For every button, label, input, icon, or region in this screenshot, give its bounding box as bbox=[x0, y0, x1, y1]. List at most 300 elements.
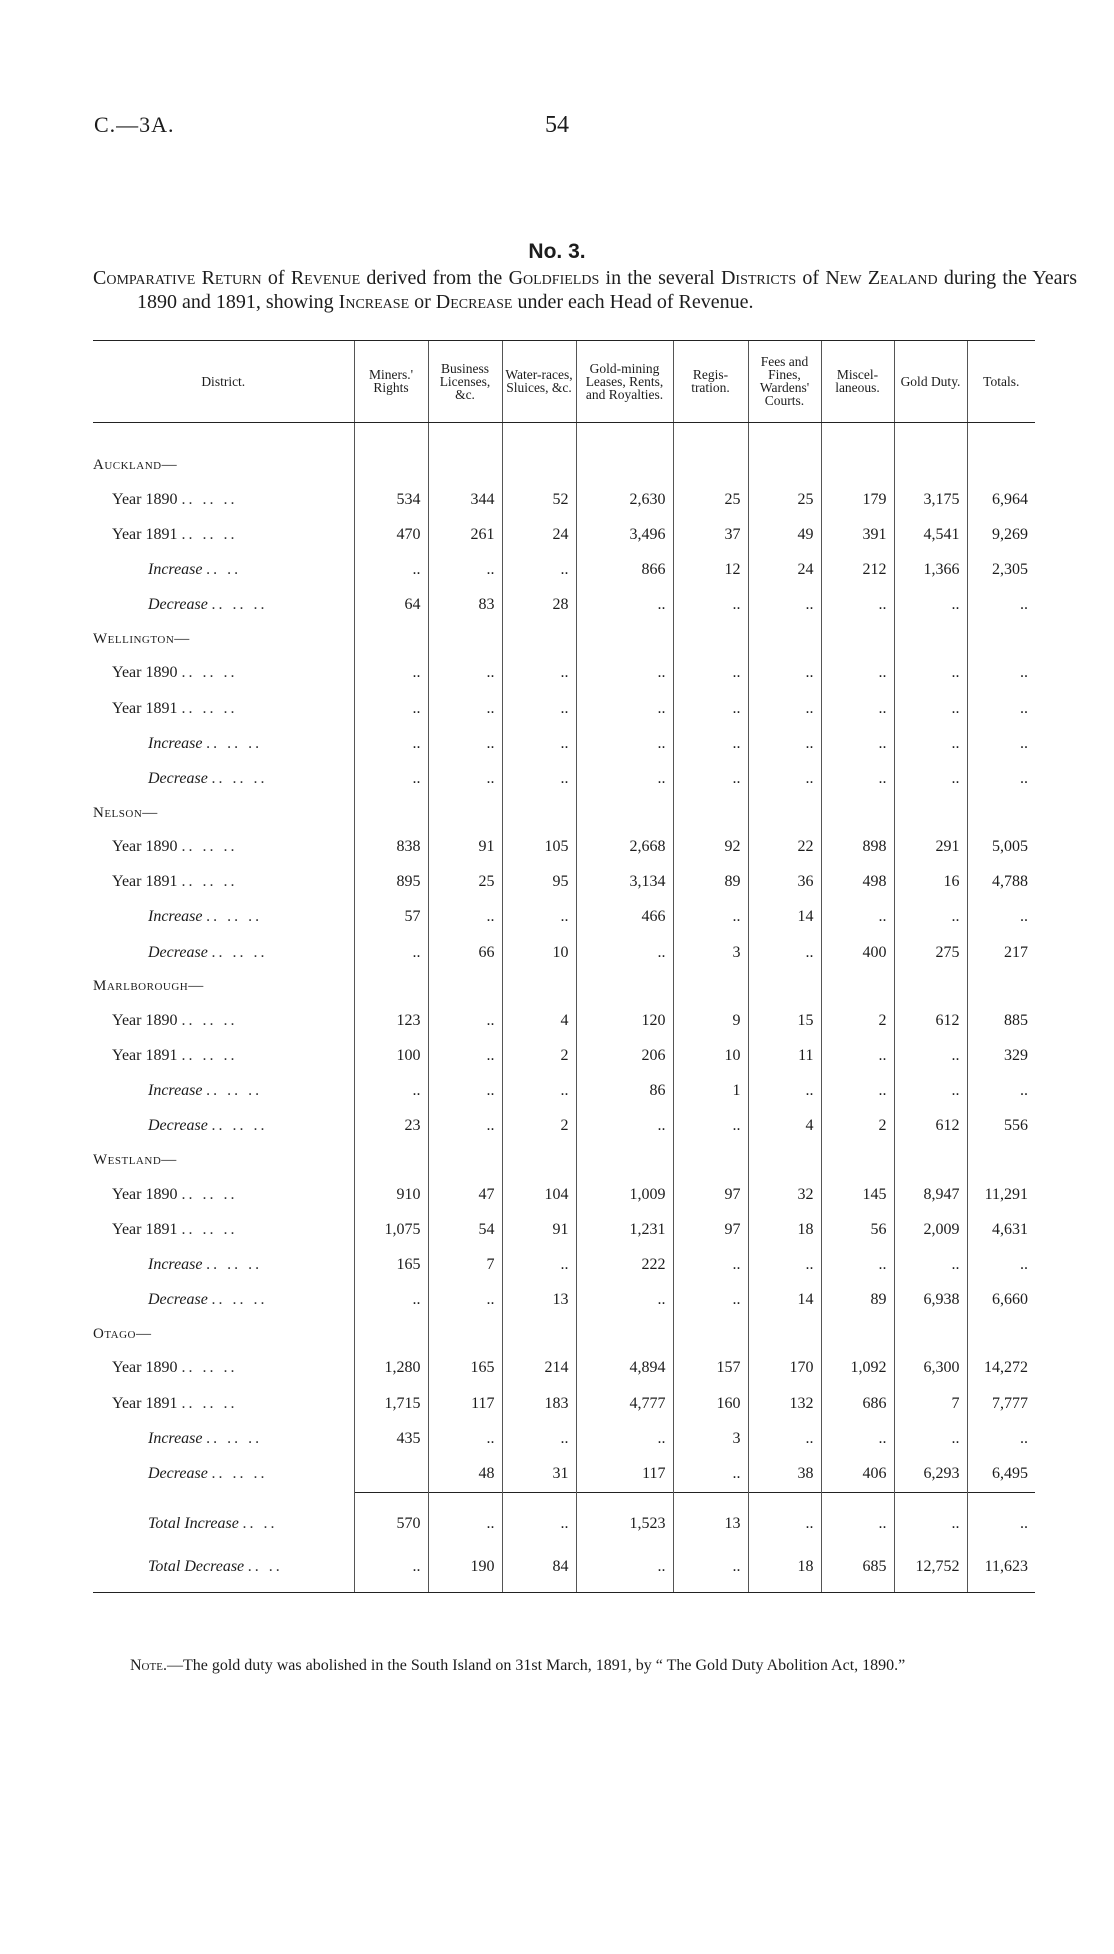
value-cell: .. bbox=[354, 761, 428, 796]
value-cell: .. bbox=[354, 656, 428, 691]
blank-cell bbox=[748, 1144, 821, 1177]
value-cell: 105 bbox=[502, 830, 576, 865]
row-label: Year 1890 bbox=[112, 838, 178, 856]
leader-dots: .. .. .. bbox=[206, 1082, 263, 1100]
value-cell: .. bbox=[821, 1074, 894, 1109]
value-cell: .. bbox=[576, 588, 673, 623]
row-label: Year 1891 bbox=[112, 1220, 178, 1238]
table-row bbox=[93, 1038, 1035, 1073]
table-row bbox=[93, 1456, 1035, 1492]
value-cell: .. bbox=[748, 656, 821, 691]
row-label-cell bbox=[93, 1456, 354, 1492]
blank-cell bbox=[894, 1144, 967, 1177]
blank-cell bbox=[576, 423, 673, 450]
caption-part: in the several bbox=[599, 267, 721, 289]
value-cell: 895 bbox=[354, 865, 428, 900]
table-row bbox=[93, 1283, 1035, 1318]
value-cell: 4 bbox=[502, 1003, 576, 1038]
row-label: Year 1890 bbox=[112, 1011, 178, 1029]
region-name: Marlborough— bbox=[93, 978, 204, 995]
row-label: Year 1891 bbox=[112, 699, 178, 717]
row-label: Increase bbox=[148, 560, 203, 578]
value-cell: .. bbox=[894, 656, 967, 691]
table-row bbox=[93, 552, 1035, 587]
row-label-cell bbox=[93, 1351, 354, 1386]
table-row bbox=[93, 1109, 1035, 1144]
region-name: Otago— bbox=[93, 1325, 152, 1342]
leader-dots: .. .. bbox=[242, 1515, 278, 1533]
value-cell: 391 bbox=[821, 517, 894, 552]
leader-dots: .. .. .. bbox=[181, 1220, 238, 1238]
value-cell: 165 bbox=[354, 1247, 428, 1282]
row-label: Increase bbox=[148, 1429, 203, 1447]
blank-cell bbox=[502, 623, 576, 656]
row-label: Year 1890 bbox=[112, 1185, 178, 1203]
value-cell: 3 bbox=[673, 1421, 748, 1456]
blank-cell bbox=[673, 797, 748, 830]
blank-cell bbox=[894, 970, 967, 1003]
value-cell: 556 bbox=[967, 1109, 1035, 1144]
value-cell: 97 bbox=[673, 1177, 748, 1212]
region-row bbox=[93, 449, 1035, 482]
value-cell: 165 bbox=[428, 1351, 502, 1386]
note-text: .—The gold duty was abolished in the South Island on 31st March, 1891, by “ The Gold Duty Abolition Act, 1890.” bbox=[162, 1657, 906, 1674]
value-cell: .. bbox=[673, 1247, 748, 1282]
row-label-cell bbox=[93, 1542, 354, 1592]
row-label: Year 1890 bbox=[112, 1359, 178, 1377]
value-cell: 400 bbox=[821, 935, 894, 970]
value-cell: .. bbox=[502, 726, 576, 761]
value-cell: .. bbox=[894, 761, 967, 796]
blank-cell bbox=[576, 449, 673, 482]
blank-cell bbox=[967, 970, 1035, 1003]
note-prefix: Note bbox=[130, 1657, 163, 1674]
row-label-cell bbox=[93, 482, 354, 517]
blank-cell bbox=[428, 1492, 502, 1507]
row-label-cell bbox=[93, 1212, 354, 1247]
table-top-rule bbox=[93, 340, 1035, 341]
table-row bbox=[93, 1212, 1035, 1247]
value-cell: 4 bbox=[748, 1109, 821, 1144]
table-row bbox=[93, 1247, 1035, 1282]
leader-dots: .. .. .. bbox=[181, 664, 238, 682]
table-row bbox=[93, 656, 1035, 691]
value-cell: 910 bbox=[354, 1177, 428, 1212]
value-cell: 534 bbox=[354, 482, 428, 517]
value-cell: .. bbox=[673, 900, 748, 935]
value-cell: .. bbox=[673, 588, 748, 623]
leader-dots: .. .. .. bbox=[181, 1047, 238, 1065]
leader-dots: .. .. .. bbox=[206, 734, 263, 752]
value-cell: .. bbox=[673, 761, 748, 796]
region-row bbox=[93, 970, 1035, 1003]
row-label-cell bbox=[93, 1386, 354, 1421]
column-header: Water-races, Sluices, &c. bbox=[502, 340, 576, 423]
table-caption bbox=[93, 266, 1077, 314]
value-cell: 14,272 bbox=[967, 1351, 1035, 1386]
region-name: Wellington— bbox=[93, 630, 190, 647]
value-cell: 3,175 bbox=[894, 482, 967, 517]
value-cell: .. bbox=[748, 1074, 821, 1109]
blank-cell bbox=[821, 970, 894, 1003]
blank-cell bbox=[576, 623, 673, 656]
value-cell: 570 bbox=[354, 1507, 428, 1542]
blank-cell bbox=[821, 449, 894, 482]
blank-cell bbox=[967, 449, 1035, 482]
blank-cell bbox=[748, 1318, 821, 1351]
table-row bbox=[93, 1421, 1035, 1456]
value-cell: .. bbox=[673, 726, 748, 761]
value-cell: .. bbox=[673, 1456, 748, 1492]
blank-cell bbox=[354, 623, 428, 656]
blank-cell bbox=[428, 623, 502, 656]
caption-part: derived from the bbox=[360, 267, 509, 289]
value-cell: 92 bbox=[673, 830, 748, 865]
row-label-cell bbox=[93, 900, 354, 935]
value-cell: .. bbox=[967, 761, 1035, 796]
value-cell: 64 bbox=[354, 588, 428, 623]
leader-dots: .. .. bbox=[248, 1557, 284, 1575]
blank-cell bbox=[354, 797, 428, 830]
value-cell: 170 bbox=[748, 1351, 821, 1386]
value-cell: 1,231 bbox=[576, 1212, 673, 1247]
leader-dots: .. .. .. bbox=[206, 1255, 263, 1273]
blank-cell bbox=[428, 970, 502, 1003]
blank-cell bbox=[354, 1144, 428, 1177]
blank-cell bbox=[428, 797, 502, 830]
value-cell: .. bbox=[967, 726, 1035, 761]
footnote bbox=[93, 1656, 1035, 1676]
value-cell: .. bbox=[576, 726, 673, 761]
blank-cell bbox=[576, 797, 673, 830]
column-header: Business Licenses, &c. bbox=[428, 340, 502, 423]
blank-cell bbox=[967, 797, 1035, 830]
value-cell: 10 bbox=[502, 935, 576, 970]
blank-cell bbox=[428, 1318, 502, 1351]
value-cell: .. bbox=[428, 1003, 502, 1038]
value-cell: .. bbox=[354, 1542, 428, 1592]
value-cell: 6,293 bbox=[894, 1456, 967, 1492]
value-cell: 12,752 bbox=[894, 1542, 967, 1592]
revenue-table-wrapper bbox=[93, 340, 1035, 1593]
value-cell: 86 bbox=[576, 1074, 673, 1109]
table-row bbox=[93, 900, 1035, 935]
leader-dots: .. .. .. bbox=[211, 1117, 268, 1135]
blank-cell bbox=[354, 1318, 428, 1351]
value-cell: 6,660 bbox=[967, 1283, 1035, 1318]
value-cell: .. bbox=[748, 761, 821, 796]
value-cell: 24 bbox=[502, 517, 576, 552]
value-cell: 866 bbox=[576, 552, 673, 587]
column-header: Fees and Fines, Wardens' Courts. bbox=[748, 340, 821, 423]
blank-cell bbox=[502, 1492, 576, 1507]
value-cell: 6,300 bbox=[894, 1351, 967, 1386]
row-label-cell bbox=[93, 517, 354, 552]
table-row bbox=[93, 588, 1035, 623]
caption-part: New Zealand bbox=[825, 267, 938, 289]
row-label-cell bbox=[93, 1109, 354, 1144]
blank-cell bbox=[894, 1592, 967, 1593]
value-cell: .. bbox=[821, 1421, 894, 1456]
blank-cell bbox=[967, 623, 1035, 656]
value-cell: 212 bbox=[821, 552, 894, 587]
leader-dots: .. .. .. bbox=[181, 838, 238, 856]
caption-part: of bbox=[796, 267, 826, 289]
blank-cell bbox=[93, 1492, 354, 1507]
table-row bbox=[93, 1177, 1035, 1212]
value-cell: 4,631 bbox=[967, 1212, 1035, 1247]
value-cell: 83 bbox=[428, 588, 502, 623]
leader-dots: .. .. .. bbox=[211, 1291, 268, 1309]
table-row bbox=[93, 935, 1035, 970]
column-header: Totals. bbox=[967, 340, 1035, 423]
table-row bbox=[93, 865, 1035, 900]
value-cell: .. bbox=[428, 656, 502, 691]
value-cell: .. bbox=[673, 1542, 748, 1592]
value-cell: .. bbox=[576, 761, 673, 796]
blank-cell bbox=[673, 623, 748, 656]
value-cell: .. bbox=[428, 1074, 502, 1109]
value-cell: .. bbox=[894, 1038, 967, 1073]
blank-cell bbox=[821, 623, 894, 656]
value-cell: 612 bbox=[894, 1003, 967, 1038]
value-cell: 16 bbox=[894, 865, 967, 900]
blank-cell bbox=[576, 1592, 673, 1593]
blank-cell bbox=[502, 970, 576, 1003]
value-cell: 9 bbox=[673, 1003, 748, 1038]
value-cell: .. bbox=[748, 1247, 821, 1282]
table-row bbox=[93, 482, 1035, 517]
region-name: Westland— bbox=[93, 1152, 177, 1168]
row-label: Year 1890 bbox=[112, 490, 178, 508]
blank-cell bbox=[354, 449, 428, 482]
caption-part: Increase bbox=[338, 291, 410, 313]
row-label-cell bbox=[93, 1283, 354, 1318]
value-cell: 52 bbox=[502, 482, 576, 517]
blank-cell bbox=[894, 449, 967, 482]
blank-cell bbox=[967, 1592, 1035, 1593]
caption-part: of bbox=[261, 267, 291, 289]
blank-cell bbox=[821, 1592, 894, 1593]
value-cell: 1,092 bbox=[821, 1351, 894, 1386]
region-name: Nelson— bbox=[93, 804, 158, 821]
value-cell: .. bbox=[428, 1109, 502, 1144]
value-cell: 91 bbox=[428, 830, 502, 865]
value-cell: .. bbox=[502, 552, 576, 587]
value-cell: .. bbox=[354, 691, 428, 726]
value-cell: 885 bbox=[967, 1003, 1035, 1038]
value-cell: .. bbox=[748, 726, 821, 761]
value-cell: 466 bbox=[576, 900, 673, 935]
blank-cell bbox=[502, 1318, 576, 1351]
value-cell: 5,005 bbox=[967, 830, 1035, 865]
value-cell: 56 bbox=[821, 1212, 894, 1247]
leader-dots: .. .. .. bbox=[181, 1359, 238, 1377]
value-cell: .. bbox=[821, 900, 894, 935]
blank-cell bbox=[576, 1318, 673, 1351]
value-cell: 84 bbox=[502, 1542, 576, 1592]
value-cell: 4,541 bbox=[894, 517, 967, 552]
blank-cell bbox=[428, 423, 502, 450]
leader-dots: .. .. .. bbox=[211, 596, 268, 614]
row-label: Increase bbox=[148, 1255, 203, 1273]
region-name: Auckland— bbox=[93, 457, 178, 473]
row-label-cell bbox=[93, 1507, 354, 1542]
row-label: Decrease bbox=[148, 943, 208, 961]
value-cell: 6,495 bbox=[967, 1456, 1035, 1492]
value-cell: 3 bbox=[673, 935, 748, 970]
blank-cell bbox=[673, 970, 748, 1003]
blank-cell bbox=[821, 1144, 894, 1177]
value-cell: 2,668 bbox=[576, 830, 673, 865]
blank-cell bbox=[93, 423, 354, 450]
blank-cell bbox=[673, 1492, 748, 1507]
row-label-cell bbox=[93, 656, 354, 691]
value-cell: .. bbox=[821, 691, 894, 726]
blank-cell bbox=[748, 449, 821, 482]
value-cell: 91 bbox=[502, 1212, 576, 1247]
value-cell: 1,280 bbox=[354, 1351, 428, 1386]
revenue-table bbox=[93, 340, 1035, 1593]
value-cell: 2 bbox=[502, 1109, 576, 1144]
blank-cell bbox=[576, 970, 673, 1003]
leader-dots: .. .. .. bbox=[181, 490, 238, 508]
value-cell: 100 bbox=[354, 1038, 428, 1073]
value-cell: .. bbox=[354, 1074, 428, 1109]
row-label-cell bbox=[93, 1003, 354, 1038]
caption-part: Revenue bbox=[290, 267, 361, 289]
row-label: Year 1891 bbox=[112, 873, 178, 891]
value-cell: .. bbox=[967, 1507, 1035, 1542]
value-cell: 36 bbox=[748, 865, 821, 900]
value-cell: .. bbox=[673, 1109, 748, 1144]
row-label-cell bbox=[93, 761, 354, 796]
value-cell: 1,523 bbox=[576, 1507, 673, 1542]
row-label-cell bbox=[93, 1074, 354, 1109]
value-cell: .. bbox=[428, 726, 502, 761]
blank-cell bbox=[748, 623, 821, 656]
value-cell: 406 bbox=[821, 1456, 894, 1492]
leader-dots: .. .. .. bbox=[211, 769, 268, 787]
blank-cell bbox=[673, 1144, 748, 1177]
row-label: Decrease bbox=[148, 769, 208, 787]
blank-cell bbox=[428, 1144, 502, 1177]
value-cell: 49 bbox=[748, 517, 821, 552]
value-cell: 66 bbox=[428, 935, 502, 970]
value-cell: 685 bbox=[821, 1542, 894, 1592]
row-label: Increase bbox=[148, 734, 203, 752]
value-cell: 344 bbox=[428, 482, 502, 517]
value-cell: .. bbox=[821, 761, 894, 796]
value-cell: .. bbox=[428, 691, 502, 726]
caption-part: Goldfields bbox=[508, 267, 600, 289]
value-cell: 54 bbox=[428, 1212, 502, 1247]
value-cell: .. bbox=[894, 900, 967, 935]
value-cell: .. bbox=[673, 656, 748, 691]
value-cell: .. bbox=[502, 1247, 576, 1282]
value-cell: .. bbox=[821, 1507, 894, 1542]
value-cell: .. bbox=[428, 1283, 502, 1318]
region-row bbox=[93, 623, 1035, 656]
row-label-cell bbox=[93, 588, 354, 623]
blank-cell bbox=[894, 623, 967, 656]
value-cell: 1 bbox=[673, 1074, 748, 1109]
row-label-cell bbox=[93, 552, 354, 587]
value-cell: .. bbox=[502, 1507, 576, 1542]
blank-cell bbox=[967, 1318, 1035, 1351]
value-cell: .. bbox=[428, 900, 502, 935]
total-row bbox=[93, 1542, 1035, 1592]
blank-cell bbox=[673, 1592, 748, 1593]
value-cell: .. bbox=[821, 726, 894, 761]
blank-cell bbox=[428, 1592, 502, 1593]
blank-cell bbox=[354, 1592, 428, 1593]
leader-dots: .. .. .. bbox=[211, 943, 268, 961]
value-cell: .. bbox=[748, 935, 821, 970]
value-cell: 28 bbox=[502, 588, 576, 623]
region-row bbox=[93, 1144, 1035, 1177]
value-cell: 222 bbox=[576, 1247, 673, 1282]
leader-dots: .. .. .. bbox=[181, 873, 238, 891]
table-row bbox=[93, 1003, 1035, 1038]
value-cell: 498 bbox=[821, 865, 894, 900]
value-cell: 183 bbox=[502, 1386, 576, 1421]
row-label-cell bbox=[93, 691, 354, 726]
row-label: Increase bbox=[148, 1082, 203, 1100]
value-cell: 25 bbox=[673, 482, 748, 517]
region-row bbox=[93, 1318, 1035, 1351]
value-cell: 329 bbox=[967, 1038, 1035, 1073]
value-cell: 32 bbox=[748, 1177, 821, 1212]
value-cell: .. bbox=[354, 935, 428, 970]
row-label: Decrease bbox=[148, 1465, 208, 1483]
value-cell: 291 bbox=[894, 830, 967, 865]
blank-cell bbox=[502, 797, 576, 830]
blank-cell bbox=[576, 1492, 673, 1507]
value-cell bbox=[354, 1456, 428, 1492]
value-cell: .. bbox=[748, 1421, 821, 1456]
value-cell: 12 bbox=[673, 552, 748, 587]
value-cell: 18 bbox=[748, 1542, 821, 1592]
value-cell: 10 bbox=[673, 1038, 748, 1073]
column-header: Regis-tration. bbox=[673, 340, 748, 423]
value-cell: 261 bbox=[428, 517, 502, 552]
value-cell: 3,134 bbox=[576, 865, 673, 900]
value-cell: 14 bbox=[748, 900, 821, 935]
value-cell: .. bbox=[576, 656, 673, 691]
blank-cell bbox=[748, 1492, 821, 1507]
value-cell: .. bbox=[821, 1247, 894, 1282]
blank-cell bbox=[748, 423, 821, 450]
value-cell: 48 bbox=[428, 1456, 502, 1492]
value-cell: .. bbox=[748, 1507, 821, 1542]
leader-dots: .. .. .. bbox=[211, 1465, 268, 1483]
value-cell: 7 bbox=[894, 1386, 967, 1421]
row-label-cell bbox=[93, 1247, 354, 1282]
value-cell: 1,715 bbox=[354, 1386, 428, 1421]
value-cell: 217 bbox=[967, 935, 1035, 970]
caption-part: Districts bbox=[720, 267, 797, 289]
blank-cell bbox=[502, 449, 576, 482]
value-cell: 145 bbox=[821, 1177, 894, 1212]
value-cell: 275 bbox=[894, 935, 967, 970]
value-cell: 23 bbox=[354, 1109, 428, 1144]
row-label: Year 1891 bbox=[112, 1394, 178, 1412]
value-cell: 97 bbox=[673, 1212, 748, 1247]
value-cell: 435 bbox=[354, 1421, 428, 1456]
value-cell: 6,964 bbox=[967, 482, 1035, 517]
leader-dots: .. .. .. bbox=[181, 1185, 238, 1203]
